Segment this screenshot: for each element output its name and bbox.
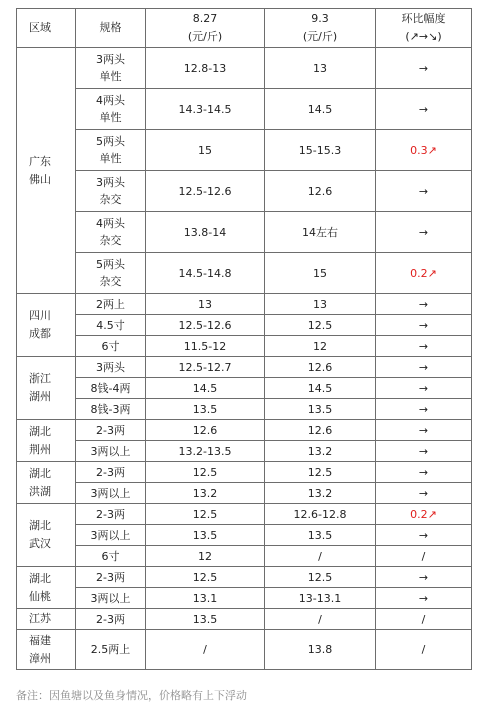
table-row bbox=[17, 336, 472, 357]
spec-text-part: 5两头 bbox=[96, 135, 125, 148]
region-name-part: 成都 bbox=[29, 327, 51, 340]
price-93-cell: 13 bbox=[265, 294, 376, 315]
price-93-cell: 14.5 bbox=[265, 89, 376, 130]
table-row bbox=[17, 525, 472, 546]
change-cell: → bbox=[376, 525, 472, 546]
price-93-cell: 12.6 bbox=[265, 420, 376, 441]
region-name-part: 湖北 bbox=[29, 519, 51, 532]
table-row bbox=[17, 171, 472, 212]
change-cell: → bbox=[376, 420, 472, 441]
region-name-part: 佛山 bbox=[29, 172, 51, 186]
price-827-cell: 12 bbox=[146, 546, 265, 567]
price-93-cell: / bbox=[265, 546, 376, 567]
table-row bbox=[17, 462, 472, 483]
price-827-cell: 13.2 bbox=[146, 483, 265, 504]
header-spec: 规格 bbox=[76, 9, 146, 48]
header-change bbox=[376, 9, 472, 48]
table-row bbox=[17, 399, 472, 420]
table-row bbox=[17, 378, 472, 399]
price-93-cell: 12.6 bbox=[265, 357, 376, 378]
region-name-part: 洪湖 bbox=[29, 484, 51, 498]
price-827-cell: 12.5 bbox=[146, 504, 265, 525]
spec-text-part: 2-3两 bbox=[96, 612, 125, 626]
region-cell bbox=[17, 357, 76, 420]
spec-cell bbox=[76, 525, 146, 546]
header-date1-unit: (元/斤) bbox=[187, 30, 223, 43]
price-93-cell: 13.2 bbox=[265, 441, 376, 462]
header-date2-unit: (元/斤) bbox=[302, 30, 338, 43]
change-cell: → bbox=[376, 588, 472, 609]
region-name-part: 四川 bbox=[29, 309, 51, 322]
spec-cell bbox=[76, 483, 146, 504]
spec-text-part: 2-3两 bbox=[96, 465, 125, 479]
table-row bbox=[17, 420, 472, 441]
spec-text-part: 杂交 bbox=[99, 234, 122, 247]
price-93-cell: 12.5 bbox=[265, 567, 376, 588]
spec-text-part: 2-3两 bbox=[96, 570, 125, 584]
spec-cell bbox=[76, 171, 146, 212]
region-name-part: 浙江 bbox=[29, 372, 51, 385]
spec-text-part: 杂交 bbox=[99, 275, 122, 288]
spec-text-part: 4两头 bbox=[96, 94, 125, 107]
price-827-cell: 12.8-13 bbox=[146, 48, 265, 89]
spec-text-part: 3两以上 bbox=[90, 591, 131, 605]
header-date2 bbox=[265, 9, 376, 48]
spec-cell bbox=[76, 504, 146, 525]
price-827-cell: 14.5-14.8 bbox=[146, 253, 265, 294]
price-93-cell: 12.5 bbox=[265, 315, 376, 336]
region-cell bbox=[17, 294, 76, 357]
header-change-legend: (↗→↘) bbox=[405, 30, 442, 43]
price-827-cell: 13.5 bbox=[146, 609, 265, 630]
spec-text-part: 6寸 bbox=[101, 549, 120, 563]
price-827-cell: 12.5 bbox=[146, 567, 265, 588]
price-93-cell: 13-13.1 bbox=[265, 588, 376, 609]
table-row bbox=[17, 483, 472, 504]
region-name-part: 湖州 bbox=[29, 390, 51, 403]
price-827-cell: 13.1 bbox=[146, 588, 265, 609]
spec-text-part: 2-3两 bbox=[96, 507, 125, 521]
price-827-cell: 12.5-12.6 bbox=[146, 315, 265, 336]
region-name-part: 荆州 bbox=[29, 442, 51, 456]
spec-cell bbox=[76, 462, 146, 483]
change-cell: → bbox=[376, 357, 472, 378]
price-93-cell: 13 bbox=[265, 48, 376, 89]
change-cell: / bbox=[376, 630, 472, 670]
price-table bbox=[16, 8, 472, 670]
price-827-cell: 14.5 bbox=[146, 378, 265, 399]
price-827-cell: 12.5-12.6 bbox=[146, 171, 265, 212]
spec-text-part: 6寸 bbox=[101, 339, 120, 353]
spec-text-part: 3两以上 bbox=[90, 486, 131, 500]
change-cell: → bbox=[376, 336, 472, 357]
table-row bbox=[17, 441, 472, 462]
header-date1 bbox=[146, 9, 265, 48]
table-row bbox=[17, 567, 472, 588]
spec-text-part: 3两头 bbox=[96, 53, 125, 66]
table-row bbox=[17, 357, 472, 378]
change-cell: 0.2↗ bbox=[376, 504, 472, 525]
table-row bbox=[17, 294, 472, 315]
region-cell bbox=[17, 567, 76, 609]
region-name-part: 广东 bbox=[29, 154, 51, 168]
spec-text-part: 单性 bbox=[99, 111, 122, 124]
spec-text-part: 3两头 bbox=[96, 360, 125, 374]
price-93-cell: 13.2 bbox=[265, 483, 376, 504]
spec-text-part: 5两头 bbox=[96, 258, 125, 271]
table-row bbox=[17, 546, 472, 567]
price-93-cell: / bbox=[265, 609, 376, 630]
spec-text-part: 3两以上 bbox=[90, 444, 131, 458]
price-827-cell: / bbox=[146, 630, 265, 670]
region-name-part: 江苏 bbox=[29, 612, 51, 625]
table-header-row bbox=[17, 9, 472, 48]
region-name-part: 福建 bbox=[29, 633, 51, 647]
price-827-cell: 13 bbox=[146, 294, 265, 315]
spec-cell bbox=[76, 315, 146, 336]
spec-cell bbox=[76, 253, 146, 294]
spec-cell bbox=[76, 441, 146, 462]
table-row bbox=[17, 48, 472, 89]
spec-text-part: 3两以上 bbox=[90, 528, 131, 542]
price-827-cell: 13.5 bbox=[146, 399, 265, 420]
spec-cell bbox=[76, 130, 146, 171]
change-cell: → bbox=[376, 171, 472, 212]
region-cell bbox=[17, 462, 76, 504]
table-row bbox=[17, 253, 472, 294]
price-827-cell: 12.5 bbox=[146, 462, 265, 483]
footnote: 备注：因鱼塘以及鱼身情况，价格略有上下浮动 bbox=[16, 689, 247, 702]
spec-text-part: 杂交 bbox=[99, 193, 122, 206]
change-cell: → bbox=[376, 567, 472, 588]
price-93-cell: 13.8 bbox=[265, 630, 376, 670]
price-827-cell: 12.5-12.7 bbox=[146, 357, 265, 378]
price-827-cell: 13.5 bbox=[146, 525, 265, 546]
region-name-part: 漳州 bbox=[29, 651, 51, 665]
spec-cell bbox=[76, 546, 146, 567]
price-93-cell: 12 bbox=[265, 336, 376, 357]
region-name-part: 湖北 bbox=[29, 571, 51, 585]
change-cell: → bbox=[376, 462, 472, 483]
header-region: 区域 bbox=[17, 9, 76, 48]
spec-cell bbox=[76, 294, 146, 315]
table-row bbox=[17, 130, 472, 171]
table-row bbox=[17, 212, 472, 253]
price-93-cell: 15-15.3 bbox=[265, 130, 376, 171]
table-row bbox=[17, 504, 472, 525]
header-date2-label: 9.3 bbox=[311, 12, 329, 25]
spec-cell bbox=[76, 89, 146, 130]
table-row bbox=[17, 609, 472, 630]
change-cell: → bbox=[376, 441, 472, 462]
price-93-cell: 14左右 bbox=[265, 212, 376, 253]
spec-text-part: 2两上 bbox=[96, 297, 125, 311]
change-cell: 0.3↗ bbox=[376, 130, 472, 171]
change-cell: 0.2↗ bbox=[376, 253, 472, 294]
spec-text-part: 4.5寸 bbox=[96, 318, 125, 332]
price-93-cell: 12.6 bbox=[265, 171, 376, 212]
price-827-cell: 11.5-12 bbox=[146, 336, 265, 357]
change-cell: / bbox=[376, 546, 472, 567]
change-cell: → bbox=[376, 48, 472, 89]
table-row bbox=[17, 630, 472, 670]
price-827-cell: 13.8-14 bbox=[146, 212, 265, 253]
table-row bbox=[17, 588, 472, 609]
spec-cell bbox=[76, 588, 146, 609]
region-cell bbox=[17, 48, 76, 294]
price-827-cell: 13.2-13.5 bbox=[146, 441, 265, 462]
spec-cell bbox=[76, 420, 146, 441]
region-cell bbox=[17, 630, 76, 670]
spec-cell bbox=[76, 336, 146, 357]
region-name-part: 湖北 bbox=[29, 466, 51, 480]
spec-cell bbox=[76, 48, 146, 89]
price-93-cell: 13.5 bbox=[265, 525, 376, 546]
price-827-cell: 15 bbox=[146, 130, 265, 171]
spec-text-part: 8钱-4两 bbox=[90, 381, 131, 395]
spec-cell bbox=[76, 567, 146, 588]
region-cell bbox=[17, 609, 76, 630]
change-cell: → bbox=[376, 378, 472, 399]
price-93-cell: 12.6-12.8 bbox=[265, 504, 376, 525]
spec-text-part: 8钱-3两 bbox=[90, 402, 131, 416]
change-cell: → bbox=[376, 483, 472, 504]
region-name-part: 湖北 bbox=[29, 424, 51, 438]
price-93-cell: 15 bbox=[265, 253, 376, 294]
price-93-cell: 13.5 bbox=[265, 399, 376, 420]
region-cell bbox=[17, 420, 76, 462]
change-cell: → bbox=[376, 315, 472, 336]
change-cell: → bbox=[376, 212, 472, 253]
header-change-label: 环比幅度 bbox=[401, 12, 446, 25]
spec-cell bbox=[76, 357, 146, 378]
spec-text-part: 3两头 bbox=[96, 176, 125, 189]
change-cell: → bbox=[376, 399, 472, 420]
spec-text-part: 2.5两上 bbox=[90, 643, 131, 656]
price-93-cell: 14.5 bbox=[265, 378, 376, 399]
change-cell: → bbox=[376, 294, 472, 315]
price-93-cell: 12.5 bbox=[265, 462, 376, 483]
table-row bbox=[17, 89, 472, 130]
region-name-part: 武汉 bbox=[29, 537, 51, 550]
table-body bbox=[17, 48, 472, 670]
region-cell bbox=[17, 504, 76, 567]
spec-text-part: 单性 bbox=[99, 70, 122, 83]
table-row bbox=[17, 315, 472, 336]
header-date1-label: 8.27 bbox=[192, 12, 218, 25]
spec-cell bbox=[76, 378, 146, 399]
region-name-part: 仙桃 bbox=[29, 589, 51, 603]
spec-cell bbox=[76, 609, 146, 630]
spec-cell bbox=[76, 399, 146, 420]
change-cell: → bbox=[376, 89, 472, 130]
spec-text-part: 4两头 bbox=[96, 217, 125, 230]
spec-text-part: 单性 bbox=[99, 152, 122, 165]
price-827-cell: 12.6 bbox=[146, 420, 265, 441]
spec-text-part: 2-3两 bbox=[96, 423, 125, 437]
spec-cell bbox=[76, 630, 146, 670]
spec-cell bbox=[76, 212, 146, 253]
price-827-cell: 14.3-14.5 bbox=[146, 89, 265, 130]
change-cell: / bbox=[376, 609, 472, 630]
